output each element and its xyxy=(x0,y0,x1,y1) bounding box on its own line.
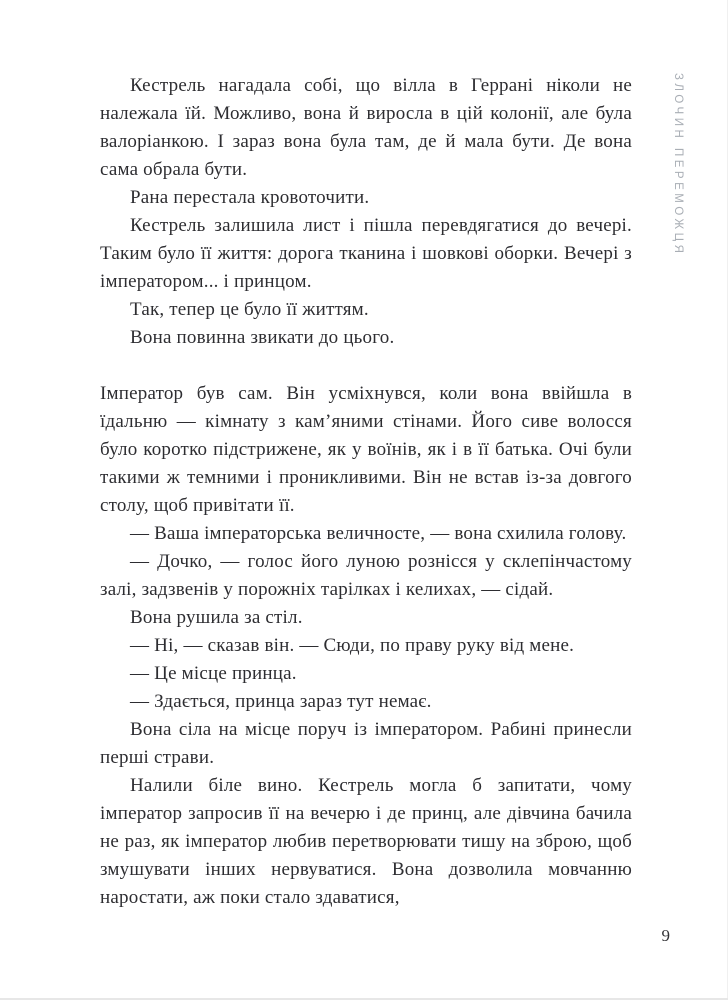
paragraph: — Ні, — сказав він. — Сюди, по праву руку від мене. xyxy=(130,635,575,656)
text-content xyxy=(100,72,632,912)
paragraph: Кестрель нагадала собі, що вілла в Геррані ніколи не належала їй. Можливо, вона й виросла в цій колонії, але була валоріанкою. І зараз вона була там, де й мала бути. Де вона сама обрала бути. xyxy=(100,75,632,180)
page-number: 9 xyxy=(661,926,670,945)
paragraph: — Це місце принца. xyxy=(130,663,297,684)
paragraph: Вона рушила за стіл. xyxy=(130,607,303,628)
paragraph-section-start: Імператор був сам. Він усміхнувся, коли вона ввійшла в їдальню — кімнату з кам’яними стінами. Його сиве волосся було коротко підстрижене, як у воїнів, як і в її батька. Очі були такими ж темними і проникливими. Він не встав із-за довгого столу, щоб привітати її. xyxy=(100,383,632,516)
running-head-title: ЗЛОЧИН ПЕРЕМОЖЦЯ xyxy=(672,73,684,257)
paragraph: Вона повинна звикати до цього. xyxy=(130,327,395,348)
paragraph: Кестрель залишила лист і пішла перевдягатися до вечері. Таким було її життя: дорога тканина і шовкові оборки. Вечері з імператором... і принцом. xyxy=(100,215,632,292)
paragraph: Так, тепер це було її життям. xyxy=(130,299,369,320)
paragraph: Рана перестала кровоточити. xyxy=(130,187,370,208)
paragraph: Вона сіла на місце поруч із імператором. Рабині принесли перші страви. xyxy=(100,719,632,768)
paragraph: Налили біле вино. Кестрель могла б запитати, чому імператор запросив її на вечерю і де принц, але дівчина бачила не раз, як імператор любив перетворювати тишу на зброю, щоб змушувати інших нервуватися. Вона дозволила мовчанню наростати, аж поки стало здаватися, xyxy=(100,775,632,908)
paragraph: — Дочко, — голос його луною рознісся у склепінчастому залі, задзвенів у порожніх тарілках і келихах, — сідай. xyxy=(100,551,632,600)
paragraph: — Ваша імператорська величносте, — вона схилила голову. xyxy=(130,523,627,544)
paragraph: — Здається, принца зараз тут немає. xyxy=(130,691,432,712)
